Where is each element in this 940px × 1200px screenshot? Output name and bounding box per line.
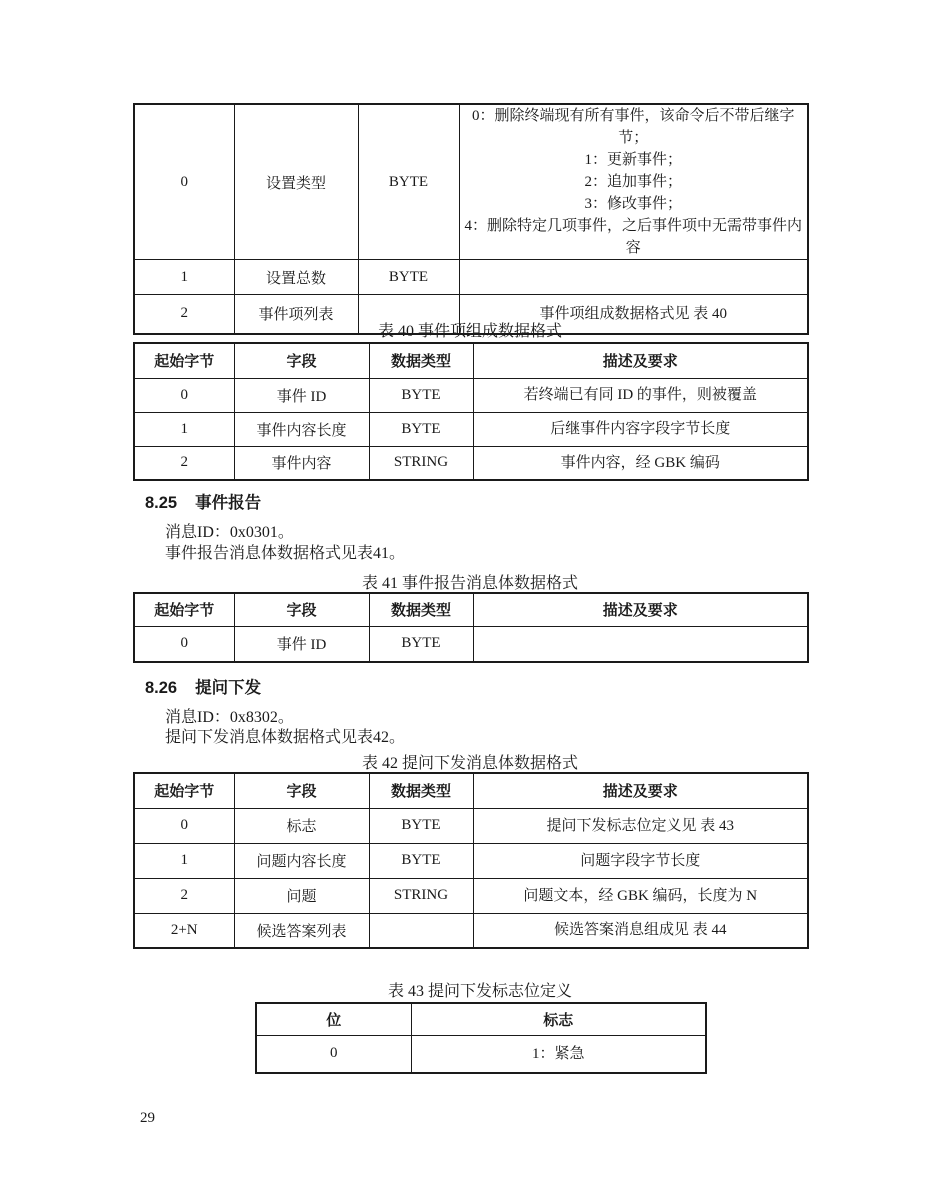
table43 [255,1002,707,1074]
cell-field: 候选答案列表 [234,913,369,948]
desc-line: 4：删除特定几项事件，之后事件项中无需带事件内容 [464,218,802,256]
table-row [134,913,808,948]
desc-line: 0：删除终端现有所有事件，该命令后不带后继字节； [471,108,795,146]
section-number: 8.25 [145,494,178,512]
cell-data-type: BYTE [369,843,473,878]
header-start-byte: 起始字节 [134,593,234,626]
section-heading-8-25 [145,489,261,513]
cell-start-byte: 0 [134,104,234,260]
cell-description [473,626,808,662]
cell-description: 问题文本，经 GBK 编码，长度为 N [473,878,808,913]
table-row [134,378,808,412]
cell-data-type: BYTE [358,104,459,260]
paragraph-message-id: 消息ID：0x8302。 [165,709,294,726]
header-description: 描述及要求 [473,773,808,808]
header-data-type: 数据类型 [369,593,473,626]
cell-field: 事件 ID [234,378,369,412]
cell-start-byte: 1 [134,843,234,878]
table-header-row [256,1003,706,1035]
page-number: 29 [140,1110,155,1126]
header-field: 字段 [234,773,369,808]
cell-data-type: STRING [369,446,473,480]
cell-data-type: BYTE [369,808,473,843]
cell-bit: 0 [256,1035,411,1073]
table-row [134,626,808,662]
section-number: 8.26 [145,679,178,697]
cell-flag: 1：紧急 [411,1035,706,1073]
table-row [134,412,808,446]
header-bit: 位 [256,1003,411,1035]
cell-data-type: STRING [369,878,473,913]
table42 [133,772,809,949]
table-header-row [134,773,808,808]
header-flag: 标志 [411,1003,706,1035]
cell-start-byte: 1 [134,412,234,446]
paragraph-format-ref: 提问下发消息体数据格式见表42。 [165,729,406,746]
cell-data-type: BYTE [369,412,473,446]
cell-field: 事件 ID [234,626,369,662]
header-field: 字段 [234,343,369,378]
table-row [134,843,808,878]
table-row [134,808,808,843]
header-description: 描述及要求 [473,343,808,378]
cell-field: 标志 [234,808,369,843]
cell-data-type [369,913,473,948]
cell-field: 事件内容长度 [234,412,369,446]
cell-description: 后继事件内容字段字节长度 [473,412,808,446]
cell-field: 设置总数 [234,260,358,295]
header-description: 描述及要求 [473,593,808,626]
cell-start-byte: 2 [134,878,234,913]
header-field: 字段 [234,593,369,626]
header-data-type: 数据类型 [369,343,473,378]
cell-field: 事件内容 [234,446,369,480]
cell-start-byte: 2 [134,446,234,480]
cell-start-byte: 2 [134,295,234,334]
table43-caption: 表 43 提问下发标志位定义 [387,983,572,1000]
table41-caption: 表 41 事件报告消息体数据格式 [361,575,578,592]
event-setting-table [133,103,809,335]
table-row [134,446,808,480]
cell-description: 候选答案消息组成见 表 44 [473,913,808,948]
cell-field: 问题内容长度 [234,843,369,878]
table-row [134,260,808,295]
cell-data-type: BYTE [369,378,473,412]
table40 [133,342,809,481]
cell-field: 设置类型 [234,104,358,260]
cell-description: 若终端已有同 ID 的事件，则被覆盖 [473,378,808,412]
cell-description: 问题字段字节长度 [473,843,808,878]
cell-description [459,104,808,260]
table40-caption: 表 40 事件项组成数据格式 [377,323,562,340]
section-title: 提问下发 [195,679,262,697]
table-header-row [134,593,808,626]
paragraph-format-ref: 事件报告消息体数据格式见表41。 [165,545,406,562]
header-data-type: 数据类型 [369,773,473,808]
cell-description [459,260,808,295]
table42-caption: 表 42 提问下发消息体数据格式 [361,755,578,772]
table41 [133,592,809,663]
section-heading-8-26 [145,674,261,698]
cell-field: 事件项列表 [234,295,358,334]
cell-description: 提问下发标志位定义见 表 43 [473,808,808,843]
section-title: 事件报告 [195,494,262,512]
cell-start-byte: 0 [134,626,234,662]
cell-data-type: BYTE [358,260,459,295]
cell-description: 事件内容，经 GBK 编码 [473,446,808,480]
cell-start-byte: 0 [134,808,234,843]
desc-line: 1：更新事件； [584,152,682,168]
table-row [134,104,808,260]
header-start-byte: 起始字节 [134,343,234,378]
cell-field: 问题 [234,878,369,913]
cell-start-byte: 0 [134,378,234,412]
table-header-row [134,343,808,378]
paragraph-message-id: 消息ID：0x0301。 [165,524,294,541]
cell-data-type: BYTE [369,626,473,662]
cell-start-byte: 2+N [134,913,234,948]
cell-description: 事件项组成数据格式见 表 40 [459,295,808,334]
desc-line: 3：修改事件； [584,196,682,212]
desc-line: 2：追加事件； [584,174,682,190]
header-start-byte: 起始字节 [134,773,234,808]
table-row [134,878,808,913]
cell-start-byte: 1 [134,260,234,295]
table-row [256,1035,706,1073]
